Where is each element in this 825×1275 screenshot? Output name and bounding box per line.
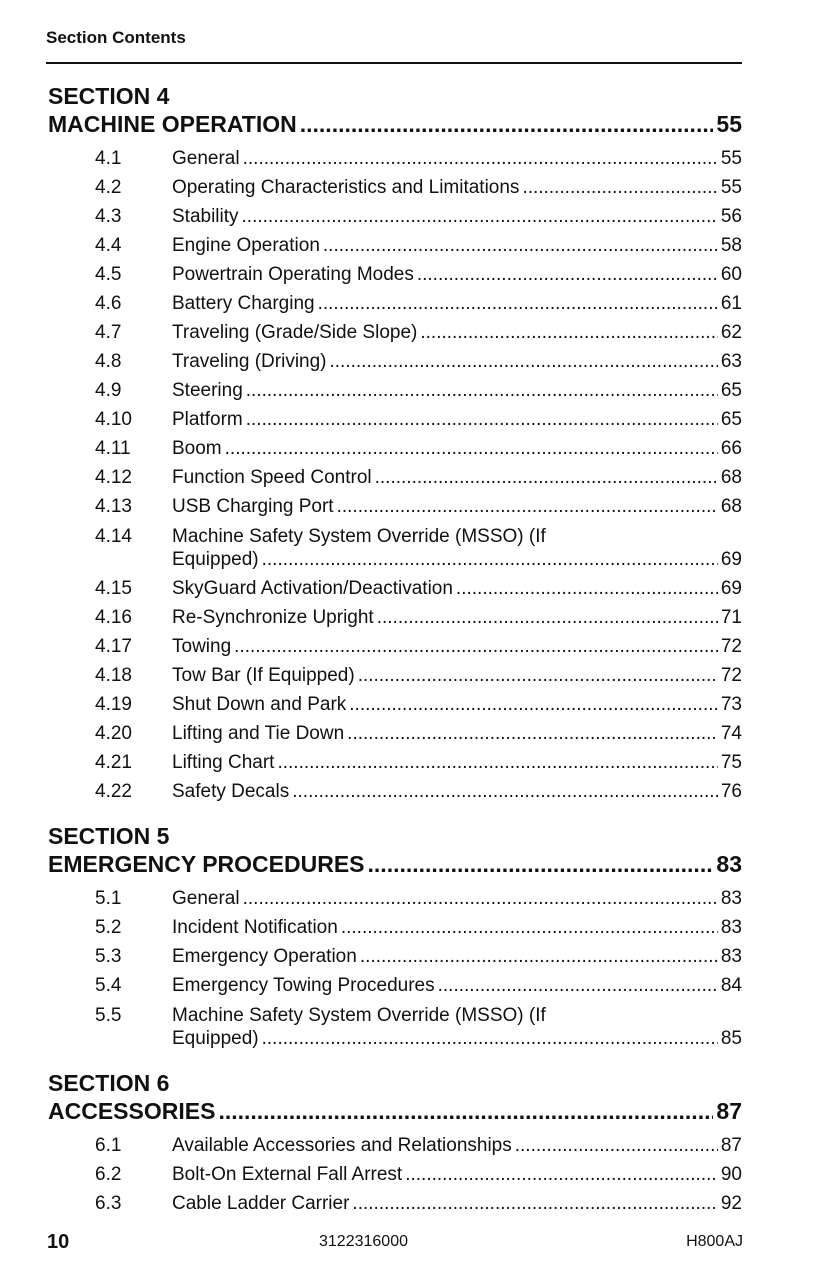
toc-entry[interactable] bbox=[48, 521, 742, 574]
dot-leader bbox=[360, 942, 718, 971]
entry-title: Shut Down and Park bbox=[172, 694, 347, 715]
toc-entry[interactable] bbox=[48, 434, 742, 463]
entry-title: Safety Decals bbox=[172, 781, 290, 802]
entry-title: Machine Safety System Override (MSSO) (If bbox=[172, 1005, 546, 1026]
entry-number: 4.20 bbox=[95, 723, 132, 744]
toc-entry[interactable] bbox=[48, 1131, 742, 1160]
entry-number: 4.6 bbox=[95, 293, 122, 314]
entry-number: 4.14 bbox=[95, 526, 132, 547]
toc-entry[interactable] bbox=[48, 913, 742, 942]
entry-title: Incident Notification bbox=[172, 917, 338, 938]
dot-leader bbox=[262, 549, 718, 571]
section-number-label: SECTION 4 bbox=[48, 83, 170, 109]
entry-body bbox=[172, 376, 742, 405]
entry-body bbox=[172, 318, 742, 347]
entry-page-number: 56 bbox=[720, 206, 742, 227]
dot-leader bbox=[352, 1189, 717, 1218]
entry-title: Bolt-On External Fall Arrest bbox=[172, 1164, 403, 1185]
entry-row bbox=[172, 347, 742, 376]
dot-leader bbox=[377, 603, 718, 632]
entry-body bbox=[172, 603, 742, 632]
entry-page-number: 69 bbox=[720, 549, 742, 570]
entry-page-number: 62 bbox=[720, 322, 742, 343]
entry-body bbox=[172, 231, 742, 260]
entry-title: Engine Operation bbox=[172, 235, 320, 256]
entry-number: 4.10 bbox=[95, 409, 132, 430]
section-items bbox=[48, 144, 742, 806]
entry-title: Operating Characteristics and Limitations bbox=[172, 177, 520, 198]
entry-page-number: 66 bbox=[720, 438, 742, 459]
entry-title: Available Accessories and Relationships bbox=[172, 1135, 512, 1156]
toc-entry[interactable] bbox=[48, 173, 742, 202]
dot-leader bbox=[375, 463, 718, 492]
entry-row bbox=[172, 1189, 742, 1218]
entry-row bbox=[172, 260, 742, 289]
entry-page-number: 92 bbox=[720, 1193, 742, 1214]
toc-entry[interactable] bbox=[48, 748, 742, 777]
entry-page-number: 71 bbox=[720, 607, 742, 628]
entry-row bbox=[172, 748, 742, 777]
entry-title: Lifting and Tie Down bbox=[172, 723, 345, 744]
entry-row bbox=[172, 777, 742, 806]
entry-body bbox=[172, 492, 742, 521]
entry-body bbox=[172, 144, 742, 173]
entry-page-number: 65 bbox=[720, 409, 742, 430]
entry-page-number: 55 bbox=[720, 177, 742, 198]
dot-leader bbox=[218, 1097, 713, 1125]
entry-number: 4.19 bbox=[95, 694, 132, 715]
entry-title: Traveling (Grade/Side Slope) bbox=[172, 322, 418, 343]
toc-entry[interactable] bbox=[48, 661, 742, 690]
footer-model: H800AJ bbox=[686, 1233, 743, 1250]
entry-page-number: 68 bbox=[720, 496, 742, 517]
entry-row bbox=[172, 603, 742, 632]
entry-body bbox=[172, 347, 742, 376]
entry-page-number: 68 bbox=[720, 467, 742, 488]
entry-body bbox=[172, 289, 742, 318]
entry-row bbox=[172, 492, 742, 521]
section-items bbox=[48, 1131, 742, 1218]
entry-number: 4.9 bbox=[95, 380, 122, 401]
entry-body bbox=[172, 1160, 742, 1189]
entry-title: Lifting Chart bbox=[172, 752, 275, 773]
section-page-number: 83 bbox=[716, 851, 742, 877]
entry-page-number: 63 bbox=[720, 351, 742, 372]
entry-page-number: 87 bbox=[720, 1135, 742, 1156]
dot-leader bbox=[277, 748, 717, 777]
entry-title: Function Speed Control bbox=[172, 467, 372, 488]
entry-row bbox=[172, 574, 742, 603]
entry-body bbox=[172, 1189, 742, 1218]
entry-row bbox=[172, 690, 742, 719]
toc-entry[interactable] bbox=[48, 603, 742, 632]
entry-title-continuation: Equipped) bbox=[172, 549, 259, 570]
entry-title: Steering bbox=[172, 380, 243, 401]
entry-title-continuation-row bbox=[172, 1028, 742, 1050]
entry-title: Machine Safety System Override (MSSO) (If bbox=[172, 526, 546, 547]
toc-entry[interactable] bbox=[48, 347, 742, 376]
entry-body bbox=[172, 1000, 742, 1053]
toc-entry[interactable] bbox=[48, 1189, 742, 1218]
dot-leader bbox=[234, 632, 718, 661]
entry-title: USB Charging Port bbox=[172, 496, 334, 517]
entry-number: 6.1 bbox=[95, 1135, 122, 1156]
entry-row bbox=[172, 231, 742, 260]
entry-row bbox=[172, 318, 742, 347]
dot-leader bbox=[405, 1160, 718, 1189]
entry-body bbox=[172, 777, 742, 806]
dot-leader bbox=[358, 661, 718, 690]
entry-page-number: 61 bbox=[720, 293, 742, 314]
entry-number: 5.5 bbox=[95, 1005, 122, 1026]
entry-title: Emergency Towing Procedures bbox=[172, 975, 435, 996]
entry-title: Re-Synchronize Upright bbox=[172, 607, 374, 628]
entry-page-number: 73 bbox=[720, 694, 742, 715]
entry-body bbox=[172, 260, 742, 289]
entry-page-number: 83 bbox=[720, 946, 742, 967]
entry-number: 4.4 bbox=[95, 235, 122, 256]
entry-page-number: 75 bbox=[720, 752, 742, 773]
footer-doc-number: 3122316000 bbox=[319, 1233, 408, 1250]
entry-title: General bbox=[172, 148, 240, 169]
entry-row bbox=[172, 144, 742, 173]
entry-row bbox=[172, 632, 742, 661]
toc-entry[interactable] bbox=[48, 942, 742, 971]
toc-entry[interactable] bbox=[48, 777, 742, 806]
entry-row bbox=[172, 289, 742, 318]
entry-number: 4.21 bbox=[95, 752, 132, 773]
entry-body bbox=[172, 405, 742, 434]
entry-page-number: 76 bbox=[720, 781, 742, 802]
entry-page-number: 90 bbox=[720, 1164, 742, 1185]
entry-body bbox=[172, 748, 742, 777]
table-of-contents bbox=[48, 82, 742, 1234]
dot-leader bbox=[300, 110, 714, 138]
dot-leader bbox=[417, 260, 718, 289]
entry-number: 4.12 bbox=[95, 467, 132, 488]
toc-entry[interactable] bbox=[48, 405, 742, 434]
dot-leader bbox=[323, 231, 718, 260]
header-rule bbox=[46, 62, 742, 64]
toc-entry[interactable] bbox=[48, 884, 742, 913]
toc-entry[interactable] bbox=[48, 144, 742, 173]
entry-number: 4.5 bbox=[95, 264, 122, 285]
toc-section bbox=[48, 82, 742, 806]
entry-body bbox=[172, 434, 742, 463]
section-page-number: 55 bbox=[716, 111, 742, 137]
entry-number: 4.3 bbox=[95, 206, 122, 227]
dot-leader bbox=[368, 850, 714, 878]
dot-leader bbox=[438, 971, 718, 1000]
dot-leader bbox=[262, 1028, 718, 1050]
entry-page-number: 65 bbox=[720, 380, 742, 401]
dot-leader bbox=[242, 202, 718, 231]
entry-row bbox=[172, 971, 742, 1000]
toc-entry[interactable] bbox=[48, 231, 742, 260]
dot-leader bbox=[243, 144, 718, 173]
section-number-label: SECTION 5 bbox=[48, 823, 170, 849]
toc-entry[interactable] bbox=[48, 492, 742, 521]
entry-number: 4.18 bbox=[95, 665, 132, 686]
entry-page-number: 72 bbox=[720, 665, 742, 686]
entry-number: 4.7 bbox=[95, 322, 122, 343]
entry-row bbox=[172, 884, 742, 913]
entry-row bbox=[172, 1160, 742, 1189]
toc-entry[interactable] bbox=[48, 574, 742, 603]
dot-leader bbox=[515, 1131, 718, 1160]
toc-entry[interactable] bbox=[48, 690, 742, 719]
entry-body bbox=[172, 661, 742, 690]
entry-title: Tow Bar (If Equipped) bbox=[172, 665, 355, 686]
dot-leader bbox=[225, 434, 718, 463]
entry-body bbox=[172, 942, 742, 971]
entry-body bbox=[172, 521, 742, 574]
entry-body bbox=[172, 884, 742, 913]
section-title-row[interactable] bbox=[48, 850, 742, 878]
toc-entry[interactable] bbox=[48, 202, 742, 231]
entry-number: 4.17 bbox=[95, 636, 132, 657]
entry-row bbox=[172, 405, 742, 434]
entry-title: Boom bbox=[172, 438, 222, 459]
dot-leader bbox=[243, 884, 718, 913]
section-items bbox=[48, 884, 742, 1053]
entry-page-number: 60 bbox=[720, 264, 742, 285]
entry-title: Battery Charging bbox=[172, 293, 315, 314]
entry-page-number: 69 bbox=[720, 578, 742, 599]
toc-entry[interactable] bbox=[48, 376, 742, 405]
entry-page-number: 84 bbox=[720, 975, 742, 996]
entry-page-number: 83 bbox=[720, 888, 742, 909]
entry-title: SkyGuard Activation/Deactivation bbox=[172, 578, 453, 599]
section-number-label: SECTION 6 bbox=[48, 1070, 170, 1096]
entry-title: Towing bbox=[172, 636, 232, 657]
toc-entry[interactable] bbox=[48, 632, 742, 661]
entry-number: 4.22 bbox=[95, 781, 132, 802]
entry-row bbox=[172, 434, 742, 463]
entry-page-number: 72 bbox=[720, 636, 742, 657]
entry-page-number: 58 bbox=[720, 235, 742, 256]
entry-number: 5.2 bbox=[95, 917, 122, 938]
entry-page-number: 83 bbox=[720, 917, 742, 938]
entry-page-number: 74 bbox=[720, 723, 742, 744]
toc-section bbox=[48, 1069, 742, 1218]
entry-number: 4.16 bbox=[95, 607, 132, 628]
entry-body bbox=[172, 463, 742, 492]
entry-number: 5.4 bbox=[95, 975, 122, 996]
dot-leader bbox=[341, 913, 718, 942]
entry-row bbox=[172, 173, 742, 202]
entry-row bbox=[172, 202, 742, 231]
page-header-title: Section Contents bbox=[46, 28, 186, 47]
entry-number: 5.1 bbox=[95, 888, 122, 909]
dot-leader bbox=[420, 318, 718, 347]
toc-entry[interactable] bbox=[48, 260, 742, 289]
entry-title: Powertrain Operating Modes bbox=[172, 264, 414, 285]
dot-leader bbox=[456, 574, 718, 603]
entry-number: 5.3 bbox=[95, 946, 122, 967]
toc-entry[interactable] bbox=[48, 463, 742, 492]
section-title: MACHINE OPERATION bbox=[48, 111, 297, 137]
entry-body bbox=[172, 632, 742, 661]
section-title: ACCESSORIES bbox=[48, 1098, 216, 1124]
entry-number: 4.8 bbox=[95, 351, 122, 372]
entry-row bbox=[172, 661, 742, 690]
dot-leader bbox=[318, 289, 718, 318]
entry-body bbox=[172, 202, 742, 231]
entry-body bbox=[172, 173, 742, 202]
entry-title-continuation: Equipped) bbox=[172, 1028, 259, 1049]
entry-number: 6.2 bbox=[95, 1164, 122, 1185]
entry-number: 4.13 bbox=[95, 496, 132, 517]
entry-page-number: 55 bbox=[720, 148, 742, 169]
entry-body bbox=[172, 971, 742, 1000]
entry-number: 6.3 bbox=[95, 1193, 122, 1214]
entry-title: Traveling (Driving) bbox=[172, 351, 327, 372]
entry-body bbox=[172, 690, 742, 719]
entry-title: Cable Ladder Carrier bbox=[172, 1193, 350, 1214]
toc-entry[interactable] bbox=[48, 719, 742, 748]
dot-leader bbox=[246, 405, 718, 434]
entry-row bbox=[172, 942, 742, 971]
dot-leader bbox=[292, 777, 718, 806]
entry-number: 4.2 bbox=[95, 177, 122, 198]
section-title: EMERGENCY PROCEDURES bbox=[48, 851, 365, 877]
entry-page-number: 85 bbox=[720, 1028, 742, 1049]
dot-leader bbox=[347, 719, 718, 748]
entry-row bbox=[172, 913, 742, 942]
entry-title: Stability bbox=[172, 206, 239, 227]
entry-body bbox=[172, 719, 742, 748]
toc-entry[interactable] bbox=[48, 971, 742, 1000]
section-title-row[interactable] bbox=[48, 110, 742, 138]
dot-leader bbox=[246, 376, 718, 405]
entry-body bbox=[172, 574, 742, 603]
entry-body bbox=[172, 1131, 742, 1160]
section-page-number: 87 bbox=[716, 1098, 742, 1124]
footer-page-number: 10 bbox=[47, 1231, 70, 1253]
entry-number: 4.11 bbox=[95, 438, 131, 459]
entry-row bbox=[172, 719, 742, 748]
toc-entry[interactable] bbox=[48, 289, 742, 318]
entry-title: Emergency Operation bbox=[172, 946, 357, 967]
section-title-row[interactable] bbox=[48, 1097, 742, 1125]
entry-title-continuation-row bbox=[172, 549, 742, 571]
entry-row bbox=[172, 463, 742, 492]
toc-entry[interactable] bbox=[48, 1000, 742, 1053]
toc-entry[interactable] bbox=[48, 318, 742, 347]
entry-row bbox=[172, 1131, 742, 1160]
dot-leader bbox=[337, 492, 718, 521]
entry-body bbox=[172, 913, 742, 942]
entry-row bbox=[172, 376, 742, 405]
entry-title: General bbox=[172, 888, 240, 909]
dot-leader bbox=[330, 347, 718, 376]
toc-section bbox=[48, 822, 742, 1053]
entry-title: Platform bbox=[172, 409, 243, 430]
entry-number: 4.15 bbox=[95, 578, 132, 599]
toc-entry[interactable] bbox=[48, 1160, 742, 1189]
dot-leader bbox=[522, 173, 717, 202]
entry-number: 4.1 bbox=[95, 148, 122, 169]
dot-leader bbox=[349, 690, 718, 719]
